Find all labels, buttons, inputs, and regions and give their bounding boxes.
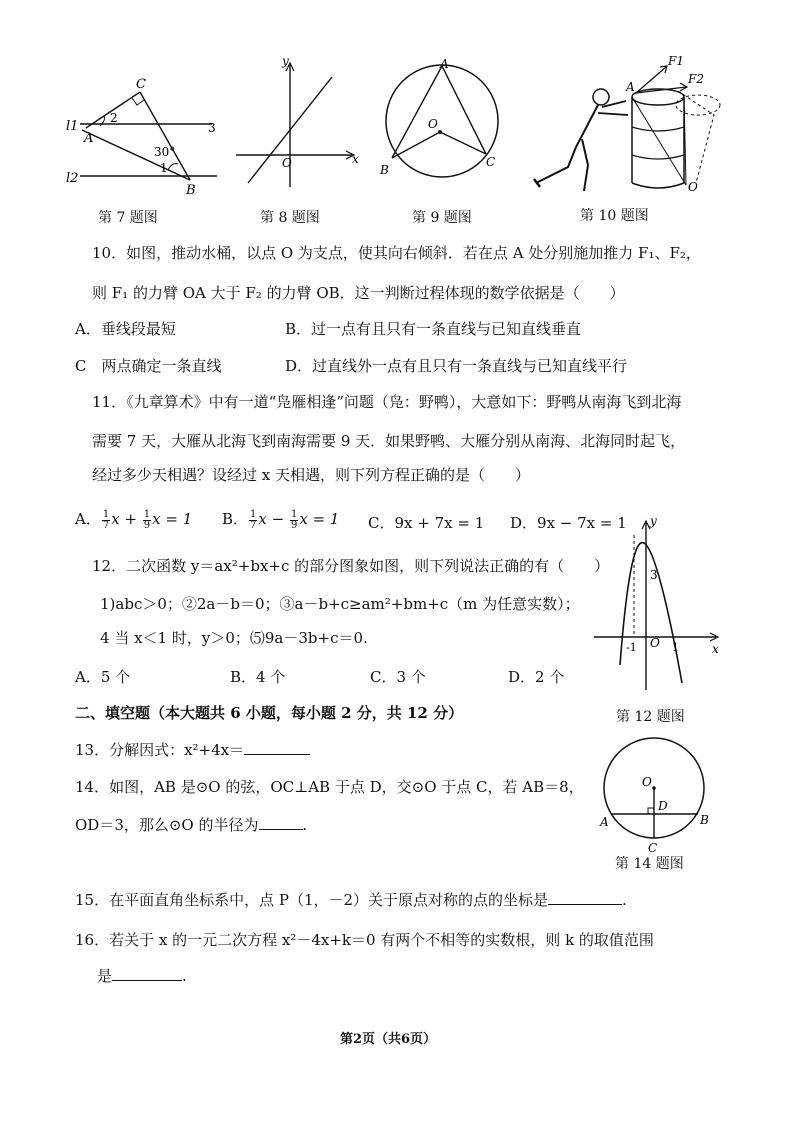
label-F2: F2	[688, 72, 704, 86]
q11-option-c: C．9x + 7x = 1	[368, 514, 485, 532]
q12-line2: 1)abc＞0；②2a－b＝0；③a－b+c≥am²+bm+c（m 为任意实数）；	[100, 595, 580, 613]
figure-7	[62, 72, 222, 197]
q11-line2: 需要 7 天，大雁从北海飞到南海需要 9 天．如果野鸭、大雁分别从南海、北海同时起飞，	[92, 432, 686, 450]
label-2: 2	[110, 111, 118, 125]
figure-9	[376, 56, 508, 186]
label-A: A	[626, 80, 635, 94]
q12-line3: 4 当 x＜1 时，y＞0；⑸9a－3b+c＝0.	[100, 629, 368, 647]
q11-option-a: A． $\frac{1}{7}$ x + $\frac{1}{9}$ x = 1	[75, 508, 193, 531]
label-C: C	[136, 77, 146, 92]
label-x: x	[352, 152, 359, 166]
label-origin: O	[650, 636, 660, 650]
q11-line1: 11．《九章算术》中有一道“凫雁相逢”问题（凫：野鸭），大意如下：野鸭从南海飞到北海	[92, 393, 682, 411]
page-footer: 第2页（共6页）	[340, 1032, 437, 1047]
figure-8	[230, 55, 365, 195]
label-A: A	[84, 131, 94, 146]
q10-option-d: D．过直线外一点有且只有一条直线与已知直线平行	[285, 357, 628, 375]
label-F1: F1	[668, 55, 684, 68]
q12-line1: 12．二次函数 y＝ax²+bx+c 的部分图象如图，则下列说法正确的有（ ）	[92, 557, 610, 575]
caption-fig12: 第 12 题图	[616, 709, 685, 725]
label-l1: l1	[66, 119, 79, 134]
caption-fig9: 第 9 题图	[412, 210, 472, 226]
label-3: 3	[650, 568, 658, 582]
label-origin: O	[282, 156, 292, 170]
label-O: O	[688, 180, 698, 194]
section-2-heading: 二、填空题（本大题共 6 小题，每小题 2 分，共 12 分）	[75, 704, 464, 722]
label-y: y	[282, 55, 289, 68]
q11-option-d: D．9x − 7x = 1	[510, 514, 627, 532]
q10-option-a: A．垂线段最短	[75, 320, 176, 338]
label-O: O	[428, 117, 438, 131]
figure-10	[528, 55, 728, 200]
q15: 15．在平面直角坐标系中，点 P（1，－2）关于原点对称的点的坐标是 .	[75, 891, 627, 909]
q11-line3: 经过多少天相遇？设经过 x 天相遇，则下列方程正确的是（ ）	[92, 466, 530, 484]
label-x: x	[712, 642, 719, 656]
label-O: O	[642, 775, 652, 789]
q12-option-c: C．3 个	[370, 668, 426, 686]
caption-fig14: 第 14 题图	[615, 856, 684, 872]
label-minus1: -1	[626, 641, 637, 654]
label-B: B	[380, 163, 389, 177]
label-C: C	[648, 841, 658, 855]
label-B: B	[186, 183, 196, 197]
label-angle: 30°	[154, 145, 176, 159]
q13: 13．分解因式：x²+4x＝	[75, 740, 310, 760]
q10-line2: 则 F₁ 的力臂 OA 大于 F₂ 的力臂 OB．这一判断过程体现的数学依据是（ ）	[92, 284, 625, 302]
label-A: A	[600, 815, 609, 829]
label-C: C	[486, 155, 496, 169]
q10-line1: 10．如图，推动水桶，以点 O 为支点，使其向右倾斜．若在点 A 处分别施加推力 F₁、F₂，	[92, 244, 701, 262]
q10-option-b: B．过一点有且只有一条直线与已知直线垂直	[285, 320, 582, 338]
caption-fig8: 第 8 题图	[260, 210, 320, 226]
q16-line2: 是 .	[97, 967, 187, 985]
q14-line1: 14．如图，AB 是⊙O 的弦，OC⊥AB 于点 D，交⊙O 于点 C，若 AB＝8，	[75, 778, 584, 796]
q11-option-b: B． $\frac{1}{7}$ x − $\frac{1}{9}$ x = 1	[222, 508, 340, 531]
figure-14	[592, 730, 722, 855]
q12-option-d: D．2 个	[508, 668, 565, 686]
label-l2: l2	[66, 171, 79, 186]
label-B: B	[700, 813, 709, 827]
label-3: 3	[208, 121, 216, 135]
label-1: 1	[160, 161, 168, 175]
label-1: 1	[672, 641, 679, 654]
label-A: A	[440, 57, 449, 71]
caption-fig7: 第 7 题图	[98, 210, 158, 226]
q16-line1: 16．若关于 x 的一元二次方程 x²－4x+k＝0 有两个不相等的实数根，则 k 的取值范围	[75, 931, 654, 949]
q12-option-a: A．5 个	[75, 668, 131, 686]
q10-option-c: C 两点确定一条直线	[75, 357, 222, 375]
label-D: D	[658, 799, 668, 813]
q12-option-b: B．4 个	[230, 668, 286, 686]
label-y: y	[650, 515, 657, 528]
q14-line2: OD＝3，那么⊙O 的半径为 .	[75, 816, 308, 834]
figure-12	[590, 515, 730, 695]
caption-fig10: 第 10 题图	[580, 208, 649, 224]
